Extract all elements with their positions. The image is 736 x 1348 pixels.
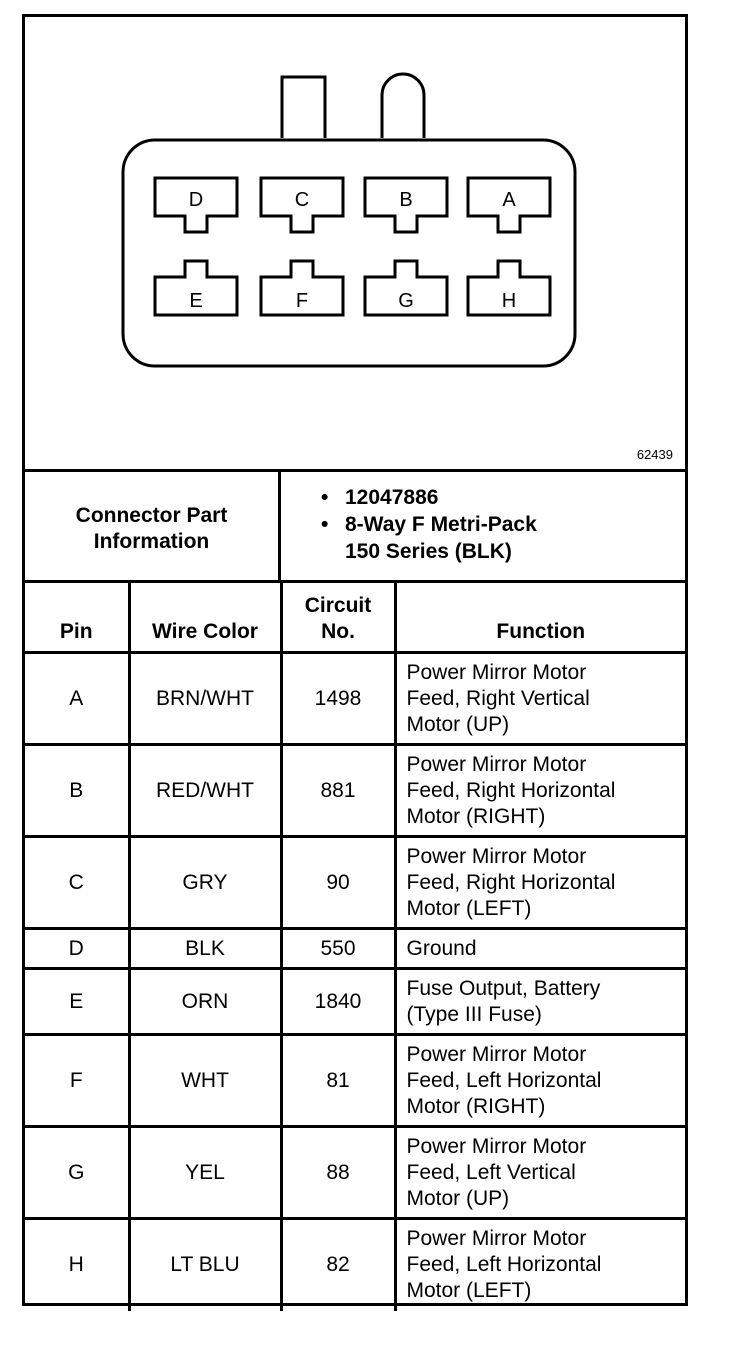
- wire-color-cell: LT BLU: [129, 1219, 281, 1311]
- circuit-cell: 1498: [281, 653, 395, 745]
- wire-color-header: Wire Color: [129, 583, 281, 653]
- table-row: [25, 745, 685, 837]
- circuit-cell: 881: [281, 745, 395, 837]
- figure-number: 62439: [636, 447, 673, 462]
- table-row: [25, 929, 685, 969]
- connector-body: [123, 140, 575, 366]
- cavity-label: D: [188, 189, 204, 211]
- pin-cell: G: [25, 1127, 129, 1219]
- pin-table: [25, 583, 685, 1311]
- pin-cell: C: [25, 837, 129, 929]
- pin-header: Pin: [25, 583, 129, 653]
- function-cell: Ground: [395, 929, 685, 969]
- wire-color-cell: ORN: [129, 969, 281, 1035]
- locking-tab-left: [282, 77, 325, 138]
- circuit-header: [281, 583, 395, 653]
- function-cell: Power Mirror Motor Feed, Left Horizontal Motor (LEFT): [395, 1219, 685, 1311]
- part-number: • 12047886: [321, 484, 537, 511]
- function-cell: Power Mirror Motor Feed, Left Horizontal Motor (RIGHT): [395, 1035, 685, 1127]
- circuit-cell: 82: [281, 1219, 395, 1311]
- pin-cell: A: [25, 653, 129, 745]
- table-row: [25, 1219, 685, 1311]
- table-row: [25, 837, 685, 929]
- function-cell: Power Mirror Motor Feed, Right Horizontal Motor (LEFT): [395, 837, 685, 929]
- cavity-label: A: [502, 189, 516, 211]
- pin-cell: F: [25, 1035, 129, 1127]
- cavity-label: B: [399, 189, 413, 211]
- cavity-label: C: [294, 189, 310, 211]
- circuit-cell: 550: [281, 929, 395, 969]
- connector-info-label-line2: Information: [93, 530, 210, 553]
- function-cell: Fuse Output, Battery (Type III Fuse): [395, 969, 685, 1035]
- locking-tab-right: [382, 74, 424, 138]
- connector-part-information: [25, 472, 685, 583]
- function-cell: Power Mirror Motor Feed, Right Horizontal Motor (RIGHT): [395, 745, 685, 837]
- connector-info-label: [25, 472, 281, 580]
- pin-cell: B: [25, 745, 129, 837]
- circuit-cell: 90: [281, 837, 395, 929]
- table-row: [25, 1035, 685, 1127]
- circuit-cell: 1840: [281, 969, 395, 1035]
- cavity-label: G: [398, 290, 414, 312]
- connector-face-drawing: [25, 17, 685, 469]
- table-row: [25, 969, 685, 1035]
- pin-cell: E: [25, 969, 129, 1035]
- wire-color-cell: BLK: [129, 929, 281, 969]
- function-cell: Power Mirror Motor Feed, Left Vertical Motor (UP): [395, 1127, 685, 1219]
- circuit-cell: 81: [281, 1035, 395, 1127]
- function-header: Function: [395, 583, 685, 653]
- table-row: [25, 653, 685, 745]
- connector-info-label-line1: Connector Part: [75, 504, 228, 527]
- wire-color-cell: RED/WHT: [129, 745, 281, 837]
- wire-color-cell: BRN/WHT: [129, 653, 281, 745]
- connector-sheet: [22, 14, 688, 1306]
- wire-color-cell: GRY: [129, 837, 281, 929]
- connector-type: • 8-Way F Metri-Pack 150 Series (BLK): [321, 511, 537, 565]
- wire-color-cell: YEL: [129, 1127, 281, 1219]
- cavity-label: E: [189, 290, 203, 312]
- function-cell: Power Mirror Motor Feed, Right Vertical Motor (UP): [395, 653, 685, 745]
- pin-cell: H: [25, 1219, 129, 1311]
- connector-info-list: [321, 484, 537, 565]
- cavity-label: H: [501, 290, 517, 312]
- table-header-row: [25, 583, 685, 653]
- connector-diagram: [25, 17, 685, 472]
- circuit-header-line2: No.: [321, 620, 355, 643]
- cavity-label: F: [295, 290, 309, 312]
- table-row: [25, 1127, 685, 1219]
- pin-cell: D: [25, 929, 129, 969]
- wire-color-cell: WHT: [129, 1035, 281, 1127]
- circuit-header-line1: Circuit: [304, 594, 372, 617]
- circuit-cell: 88: [281, 1127, 395, 1219]
